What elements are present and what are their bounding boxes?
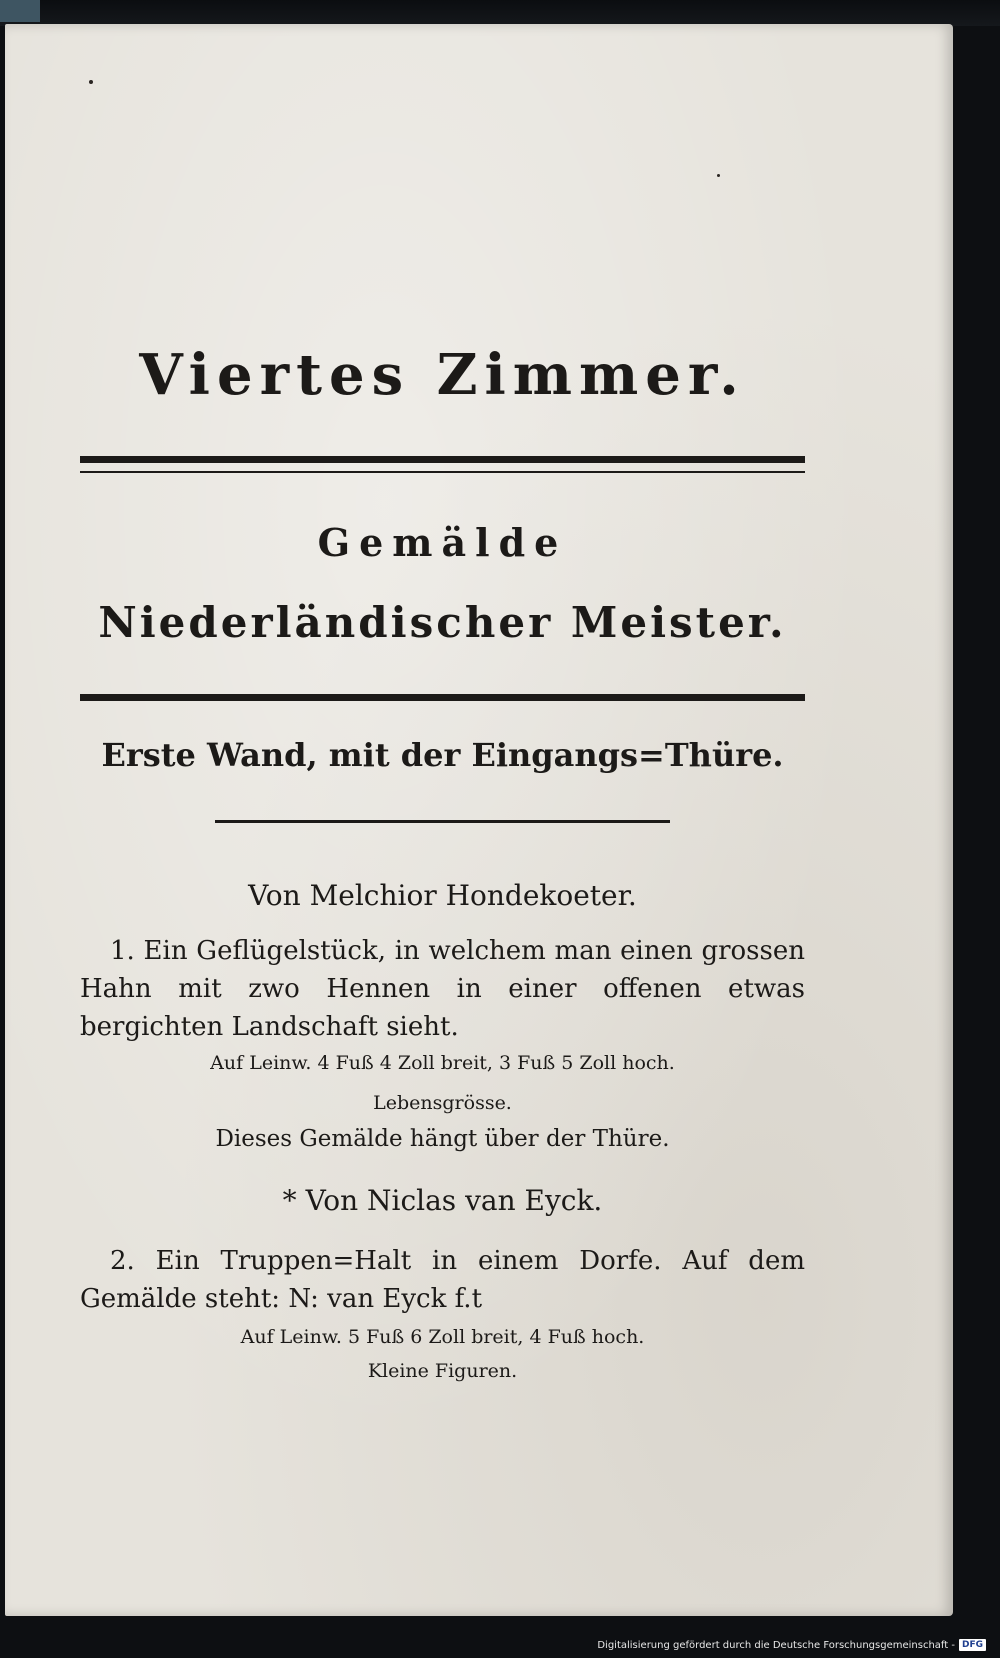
entry-number: 1. — [110, 936, 135, 966]
painter-heading: Von Melchior Hondekoeter. — [248, 879, 637, 912]
dfg-logo: DFG — [959, 1639, 986, 1651]
credit-text: Digitalisierung gefördert durch die Deutsche Forschungsgemeinschaft - — [597, 1639, 955, 1651]
painter-heading: * Von Niclas van Eyck. — [282, 1184, 603, 1217]
wall-heading: Erste Wand, mit der Eingangs=Thüre. — [101, 736, 784, 774]
entry-description: Ein Truppen=Halt in einem Dorfe. Auf dem Gemälde steht: N: van Eyck f.t — [80, 1246, 805, 1314]
paper-speck — [89, 80, 93, 84]
short-rule — [215, 820, 670, 823]
entry-hanging-note: Dieses Gemälde hängt über der Thüre. — [215, 1126, 670, 1152]
section-heading-line1: Gemälde — [317, 520, 568, 565]
entry-description: Ein Geflügelstück, in welchem man einen grossen Hahn mit zwo Hennen in einer offenen etwas bergichten Landschaft sieht. — [80, 936, 806, 1042]
chapter-title: Viertes Zimmer. — [139, 342, 746, 408]
section-heading-line2: Niederländischer Meister. — [98, 598, 787, 647]
entry-dimensions: Auf Leinw. 5 Fuß 6 Zoll breit, 4 Fuß hoch. — [240, 1326, 645, 1348]
digitization-credit — [597, 1636, 986, 1654]
double-rule-thin — [80, 471, 805, 473]
double-rule-thick — [80, 456, 805, 463]
scan-border-top — [0, 0, 1000, 26]
book-spine-strip — [0, 0, 40, 22]
paper-speck — [717, 174, 720, 177]
entry-size-note: Lebensgrösse. — [373, 1092, 512, 1114]
entry-dimensions: Auf Leinw. 4 Fuß 4 Zoll breit, 3 Fuß 5 Zoll hoch. — [210, 1052, 675, 1074]
catalog-entry — [80, 932, 805, 1046]
section-rule — [80, 694, 805, 701]
book-page — [5, 24, 953, 1616]
catalog-entry — [80, 1242, 805, 1318]
entry-size-note: Kleine Figuren. — [367, 1360, 518, 1382]
entry-number: 2. — [110, 1246, 135, 1276]
